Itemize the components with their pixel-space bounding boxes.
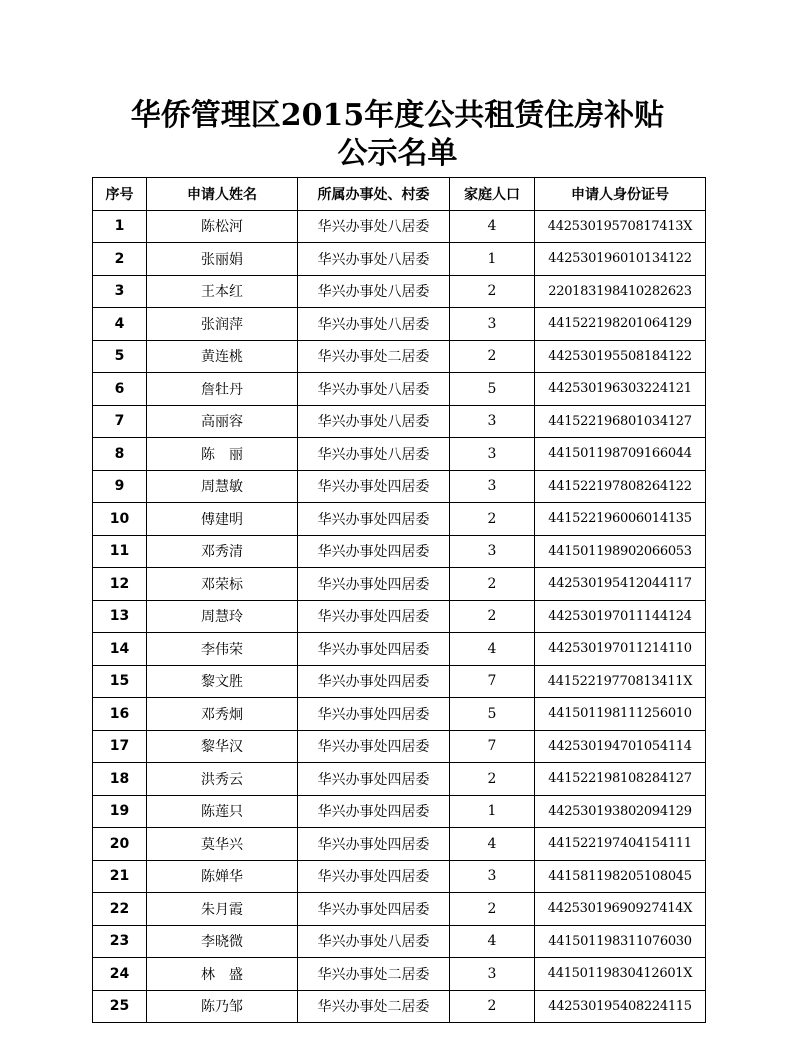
- cell-household-size: 4: [450, 925, 535, 958]
- cell-seq: 20: [93, 828, 147, 861]
- cell-applicant-name: 张润萍: [147, 308, 298, 341]
- cell-applicant-name: 周慧玲: [147, 600, 298, 633]
- cell-seq: 12: [93, 568, 147, 601]
- cell-id-number: 441522197404154111: [535, 828, 706, 861]
- cell-office: 华兴办事处四居委: [298, 535, 450, 568]
- cell-office: 华兴办事处八居委: [298, 308, 450, 341]
- cell-applicant-name: 陈 丽: [147, 438, 298, 471]
- table-row: [93, 763, 706, 796]
- document-subtitle: 公示名单: [337, 136, 458, 171]
- header-office: 所属办事处、村委: [298, 178, 450, 211]
- cell-id-number: 442530195412044117: [535, 568, 706, 601]
- cell-applicant-name: 邓荣标: [147, 568, 298, 601]
- cell-seq: 14: [93, 633, 147, 666]
- cell-household-size: 2: [450, 568, 535, 601]
- cell-seq: 9: [93, 470, 147, 503]
- cell-seq: 11: [93, 535, 147, 568]
- table-row: [93, 535, 706, 568]
- cell-seq: 6: [93, 373, 147, 406]
- cell-id-number: 442530193802094129: [535, 795, 706, 828]
- cell-id-number: 441501198311076030: [535, 925, 706, 958]
- header-id-number: 申请人身份证号: [535, 178, 706, 211]
- cell-office: 华兴办事处八居委: [298, 243, 450, 276]
- cell-id-number: 44150119830412601X: [535, 958, 706, 991]
- cell-household-size: 3: [450, 470, 535, 503]
- cell-household-size: 4: [450, 210, 535, 243]
- cell-office: 华兴办事处二居委: [298, 340, 450, 373]
- cell-applicant-name: 黎华汉: [147, 730, 298, 763]
- cell-id-number: 442530196010134122: [535, 243, 706, 276]
- cell-id-number: 441522196006014135: [535, 503, 706, 536]
- cell-household-size: 2: [450, 990, 535, 1023]
- cell-household-size: 3: [450, 958, 535, 991]
- cell-id-number: 44152219770813411X: [535, 665, 706, 698]
- cell-id-number: 441501198709166044: [535, 438, 706, 471]
- cell-office: 华兴办事处四居委: [298, 698, 450, 731]
- cell-seq: 13: [93, 600, 147, 633]
- table-header-row: [93, 178, 706, 211]
- cell-household-size: 4: [450, 633, 535, 666]
- cell-seq: 17: [93, 730, 147, 763]
- table-row: [93, 503, 706, 536]
- cell-id-number: 442530195508184122: [535, 340, 706, 373]
- cell-applicant-name: 李伟荣: [147, 633, 298, 666]
- cell-office: 华兴办事处八居委: [298, 405, 450, 438]
- table-row: [93, 340, 706, 373]
- cell-office: 华兴办事处四居委: [298, 568, 450, 601]
- table-row: [93, 893, 706, 926]
- cell-applicant-name: 詹牡丹: [147, 373, 298, 406]
- cell-office: 华兴办事处四居委: [298, 763, 450, 796]
- table-row: [93, 308, 706, 341]
- cell-seq: 21: [93, 860, 147, 893]
- cell-household-size: 7: [450, 730, 535, 763]
- cell-seq: 7: [93, 405, 147, 438]
- cell-household-size: 2: [450, 340, 535, 373]
- cell-applicant-name: 林 盛: [147, 958, 298, 991]
- cell-household-size: 2: [450, 275, 535, 308]
- cell-household-size: 5: [450, 698, 535, 731]
- cell-seq: 25: [93, 990, 147, 1023]
- cell-applicant-name: 陈莲只: [147, 795, 298, 828]
- table-row: [93, 665, 706, 698]
- cell-household-size: 3: [450, 405, 535, 438]
- table-row: [93, 438, 706, 471]
- cell-office: 华兴办事处二居委: [298, 990, 450, 1023]
- table-row: [93, 698, 706, 731]
- cell-applicant-name: 莫华兴: [147, 828, 298, 861]
- cell-household-size: 2: [450, 893, 535, 926]
- cell-id-number: 441522198108284127: [535, 763, 706, 796]
- cell-seq: 24: [93, 958, 147, 991]
- cell-household-size: 2: [450, 600, 535, 633]
- cell-id-number: 441522198201064129: [535, 308, 706, 341]
- cell-office: 华兴办事处四居委: [298, 503, 450, 536]
- cell-id-number: 441522196801034127: [535, 405, 706, 438]
- cell-household-size: 3: [450, 308, 535, 341]
- cell-id-number: 441501198902066053: [535, 535, 706, 568]
- cell-office: 华兴办事处八居委: [298, 275, 450, 308]
- cell-applicant-name: 黎文胜: [147, 665, 298, 698]
- cell-seq: 5: [93, 340, 147, 373]
- cell-office: 华兴办事处四居委: [298, 860, 450, 893]
- cell-seq: 10: [93, 503, 147, 536]
- table-row: [93, 990, 706, 1023]
- cell-applicant-name: 陈乃邹: [147, 990, 298, 1023]
- cell-seq: 1: [93, 210, 147, 243]
- table-row: [93, 828, 706, 861]
- table-row: [93, 730, 706, 763]
- cell-office: 华兴办事处四居委: [298, 730, 450, 763]
- cell-seq: 2: [93, 243, 147, 276]
- table-row: [93, 633, 706, 666]
- cell-id-number: 442530195408224115: [535, 990, 706, 1023]
- cell-household-size: 3: [450, 535, 535, 568]
- cell-household-size: 1: [450, 795, 535, 828]
- cell-household-size: 3: [450, 860, 535, 893]
- cell-office: 华兴办事处八居委: [298, 210, 450, 243]
- cell-applicant-name: 王本红: [147, 275, 298, 308]
- header-household: 家庭人口: [450, 178, 535, 211]
- cell-household-size: 1: [450, 243, 535, 276]
- table-row: [93, 210, 706, 243]
- cell-office: 华兴办事处四居委: [298, 893, 450, 926]
- cell-id-number: 442530197011214110: [535, 633, 706, 666]
- cell-applicant-name: 洪秀云: [147, 763, 298, 796]
- table-row: [93, 470, 706, 503]
- cell-seq: 18: [93, 763, 147, 796]
- cell-office: 华兴办事处四居委: [298, 470, 450, 503]
- cell-office: 华兴办事处四居委: [298, 633, 450, 666]
- subsidy-roster-table: [92, 177, 706, 1023]
- header-name: 申请人姓名: [147, 178, 298, 211]
- cell-id-number: 442530196303224121: [535, 373, 706, 406]
- cell-applicant-name: 张丽娟: [147, 243, 298, 276]
- cell-seq: 4: [93, 308, 147, 341]
- cell-applicant-name: 周慧敏: [147, 470, 298, 503]
- cell-office: 华兴办事处四居委: [298, 600, 450, 633]
- table-row: [93, 243, 706, 276]
- table-row: [93, 275, 706, 308]
- cell-seq: 22: [93, 893, 147, 926]
- cell-id-number: 441522197808264122: [535, 470, 706, 503]
- cell-applicant-name: 李晓微: [147, 925, 298, 958]
- cell-applicant-name: 陈婵华: [147, 860, 298, 893]
- cell-office: 华兴办事处二居委: [298, 958, 450, 991]
- cell-office: 华兴办事处八居委: [298, 925, 450, 958]
- table-row: [93, 405, 706, 438]
- table-body: [93, 210, 706, 1023]
- table-row: [93, 795, 706, 828]
- cell-applicant-name: 邓秀炯: [147, 698, 298, 731]
- table-row: [93, 925, 706, 958]
- cell-household-size: 2: [450, 503, 535, 536]
- cell-seq: 15: [93, 665, 147, 698]
- cell-seq: 16: [93, 698, 147, 731]
- cell-applicant-name: 陈松河: [147, 210, 298, 243]
- cell-household-size: 5: [450, 373, 535, 406]
- cell-seq: 19: [93, 795, 147, 828]
- cell-id-number: 441581198205108045: [535, 860, 706, 893]
- cell-office: 华兴办事处四居委: [298, 828, 450, 861]
- cell-applicant-name: 黄连桃: [147, 340, 298, 373]
- document-title: 华侨管理区2015年度公共租赁住房补贴: [130, 98, 665, 133]
- cell-id-number: 44253019570817413X: [535, 210, 706, 243]
- table-row: [93, 600, 706, 633]
- cell-office: 华兴办事处四居委: [298, 665, 450, 698]
- cell-id-number: 44253019690927414X: [535, 893, 706, 926]
- table-row: [93, 958, 706, 991]
- cell-seq: 8: [93, 438, 147, 471]
- table-row: [93, 860, 706, 893]
- cell-id-number: 220183198410282623: [535, 275, 706, 308]
- cell-id-number: 442530194701054114: [535, 730, 706, 763]
- cell-household-size: 2: [450, 763, 535, 796]
- header-seq: 序号: [93, 178, 147, 211]
- cell-household-size: 7: [450, 665, 535, 698]
- cell-applicant-name: 邓秀清: [147, 535, 298, 568]
- cell-office: 华兴办事处四居委: [298, 795, 450, 828]
- cell-household-size: 4: [450, 828, 535, 861]
- cell-id-number: 442530197011144124: [535, 600, 706, 633]
- cell-household-size: 3: [450, 438, 535, 471]
- cell-applicant-name: 傅建明: [147, 503, 298, 536]
- table-row: [93, 373, 706, 406]
- cell-applicant-name: 朱月霞: [147, 893, 298, 926]
- cell-seq: 23: [93, 925, 147, 958]
- cell-applicant-name: 高丽容: [147, 405, 298, 438]
- table-row: [93, 568, 706, 601]
- cell-office: 华兴办事处八居委: [298, 438, 450, 471]
- cell-office: 华兴办事处八居委: [298, 373, 450, 406]
- cell-seq: 3: [93, 275, 147, 308]
- cell-id-number: 441501198111256010: [535, 698, 706, 731]
